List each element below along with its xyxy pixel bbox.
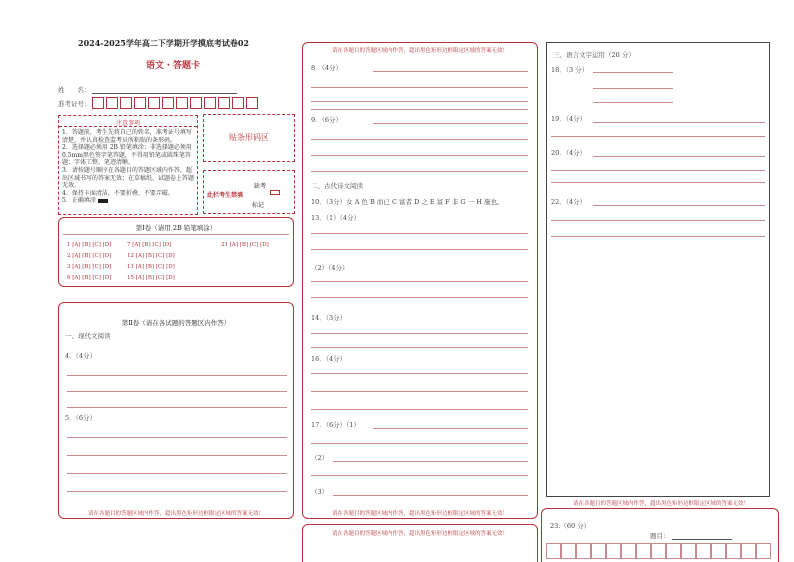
notice-item: 3．请按题号顺序在各题目的答题区域内作答，超出区域书写的答案无效；在草稿纸、试题卷上答题无效。 <box>62 166 195 190</box>
answer-line[interactable] <box>333 495 528 496</box>
warning-text: 请在各题目的答题区域内作答，超出黑色矩形边框限定区域的答案无效！ <box>87 511 264 517</box>
option-row[interactable]: 15 [A] [B] [C] [D] <box>127 275 175 281</box>
answer-line[interactable] <box>551 220 765 221</box>
option-row[interactable]: 1 [A] [B] [C] [D] <box>67 242 112 248</box>
notice-item: 1．答题前，考生先将自己的姓名，准考证号填写清楚，并认真检查监考员所粘贴的条形码。 <box>62 129 192 144</box>
filled-sample-icon <box>98 199 108 203</box>
answer-line[interactable] <box>551 136 765 137</box>
q14-label: 14．（3分） <box>311 314 347 322</box>
option-row[interactable]: 11 [A] [B] [C] [D] <box>127 264 175 270</box>
warning-text: 请在各题目的答题区域内作答，超出黑色矩形边框限定区域的答案无效！ <box>331 531 508 537</box>
answer-line[interactable] <box>67 455 287 456</box>
section2-title: 第Ⅱ卷（请在各试题的答题区内作答） <box>121 319 231 327</box>
barcode-area <box>203 114 295 162</box>
essay-box <box>541 508 779 562</box>
barcode-label: 贴条形码区 <box>229 133 269 142</box>
answer-line[interactable] <box>311 87 528 88</box>
answer-line[interactable] <box>551 170 765 171</box>
absent-checkbox[interactable] <box>270 190 280 195</box>
notice-list <box>62 129 195 205</box>
answer-line[interactable] <box>311 139 528 140</box>
q9-label: 9．（6分） <box>311 116 343 124</box>
absent-box <box>203 170 295 214</box>
answer-line[interactable] <box>333 461 528 462</box>
q17-3-label: （3） <box>311 488 329 496</box>
answer-line[interactable] <box>311 281 528 282</box>
part1-heading: 一、现代文阅读 <box>65 332 111 340</box>
option-row[interactable]: 12 [A] [B] [C] [D] <box>127 253 175 259</box>
q16-label: 16．（4分） <box>311 355 347 363</box>
answer-line[interactable] <box>311 373 528 374</box>
answer-line[interactable] <box>311 347 528 348</box>
absent-hint: 此栏考生禁填 <box>207 192 244 199</box>
answer-line[interactable] <box>593 88 673 89</box>
answer-line[interactable] <box>593 205 765 206</box>
answer-line[interactable] <box>311 109 528 110</box>
right-answer-box <box>546 42 770 497</box>
answer-line[interactable] <box>311 155 528 156</box>
answer-line[interactable] <box>67 391 287 392</box>
topic-line[interactable] <box>672 539 732 540</box>
notice-item: 5．正确填涂 <box>62 197 195 205</box>
option-row[interactable]: 6 [A] [B] [C] [D] <box>67 275 112 281</box>
answer-line[interactable] <box>373 123 528 124</box>
q13-1-label: 13．（1）（4分） <box>311 214 361 222</box>
q19-label: 19．（4分） <box>551 115 587 123</box>
topic-label: 题目： <box>650 532 670 540</box>
answer-line[interactable] <box>373 428 528 429</box>
answer-line[interactable] <box>67 491 287 492</box>
middle-answer-box <box>302 42 538 519</box>
warning-text: 请在各题目的答题区域内作答，超出黑色矩形边框限定区域的答案无效！ <box>331 48 508 54</box>
notice-item: 2．选择题必须用 2B 铅笔填涂；非选择题必须用0.5mm黑色签字笔答题，不得用铅笔或圆珠笔答题；字体工整、笔迹清晰。 <box>62 144 192 167</box>
name-label: 姓 名： <box>58 86 91 94</box>
q10-label: 10．（3分）女 A 色 B 而已 C 富者 D 之 E 富 F 非 G 一 H 施也。 <box>311 198 504 206</box>
part3-heading: 三、语言文字运用（20 分） <box>553 51 635 59</box>
q17-2-label: （2） <box>311 454 329 462</box>
q13-2-label: （2）（4分） <box>311 264 349 272</box>
id-label: 准考证号： <box>58 100 91 108</box>
answer-line[interactable] <box>311 391 528 392</box>
answer-line[interactable] <box>67 375 287 376</box>
answer-line[interactable] <box>67 437 287 438</box>
answer-line[interactable] <box>311 475 528 476</box>
answer-line[interactable] <box>593 156 765 157</box>
answer-line[interactable] <box>551 236 765 237</box>
section1-title: 第Ⅰ卷（请用 2B 铅笔填涂） <box>135 224 217 232</box>
part2-heading: 二、古代诗文阅读 <box>311 182 363 190</box>
exam-title: 2024-2025学年高二下学期开学摸底考试卷02 <box>78 38 249 48</box>
answer-line[interactable] <box>311 233 528 234</box>
notice-title: 注意事项 <box>115 120 140 127</box>
answer-line[interactable] <box>311 297 528 298</box>
answer-line[interactable] <box>551 182 765 183</box>
notice-item: 4．保持卡面清洁，不要折叠、不要弄破。 <box>62 189 174 197</box>
answer-line[interactable] <box>593 122 765 123</box>
q4-label: 4．（4分） <box>65 352 97 360</box>
answer-line[interactable] <box>311 101 528 102</box>
option-row[interactable]: 2 [A] [B] [C] [D] <box>67 253 112 259</box>
answer-line[interactable] <box>593 102 673 103</box>
notice-box <box>58 115 198 215</box>
answer-line[interactable] <box>311 443 528 444</box>
q8-label: 8．（4分） <box>311 64 343 72</box>
name-line[interactable] <box>92 93 237 94</box>
answer-line[interactable] <box>311 249 528 250</box>
section2-box <box>58 302 294 519</box>
q5-label: 5．（6分） <box>65 414 97 422</box>
option-row[interactable]: 21 [A] [B] [C] [D] <box>221 242 269 248</box>
answer-line[interactable] <box>67 407 287 408</box>
absent-title: 缺考 <box>254 183 267 190</box>
q20-label: 20．（4分） <box>551 149 587 157</box>
answer-line[interactable] <box>67 473 287 474</box>
option-row[interactable]: 3 [A] [B] [C] [D] <box>67 264 112 270</box>
absent-mark: 标记 <box>252 202 265 209</box>
answer-line[interactable] <box>593 72 673 73</box>
middle-next-box <box>302 524 538 562</box>
answer-line[interactable] <box>373 71 528 72</box>
warning-text: 请在各题目的答题区域内作答，超出黑色矩形边框限定区域的答案无效！ <box>331 511 508 517</box>
answer-line[interactable] <box>311 333 528 334</box>
section1-box <box>58 217 294 287</box>
answer-line[interactable] <box>311 171 528 172</box>
warning-text: 请在各题目的答题区域内作答，超出黑色矩形边框限定区域的答案无效！ <box>572 501 749 507</box>
q23-label: 23.（60 分） <box>550 522 591 530</box>
q18-label: 18．（3 分） <box>551 66 589 74</box>
answer-line[interactable] <box>311 409 528 410</box>
q22-label: 22．（4分） <box>551 198 587 206</box>
subject-title: 语文・答题卡 <box>146 61 201 71</box>
option-row[interactable]: 7 [A] [B] [C] [D] <box>127 242 172 248</box>
q17-1-label: 17．（6分）（1） <box>311 421 361 429</box>
